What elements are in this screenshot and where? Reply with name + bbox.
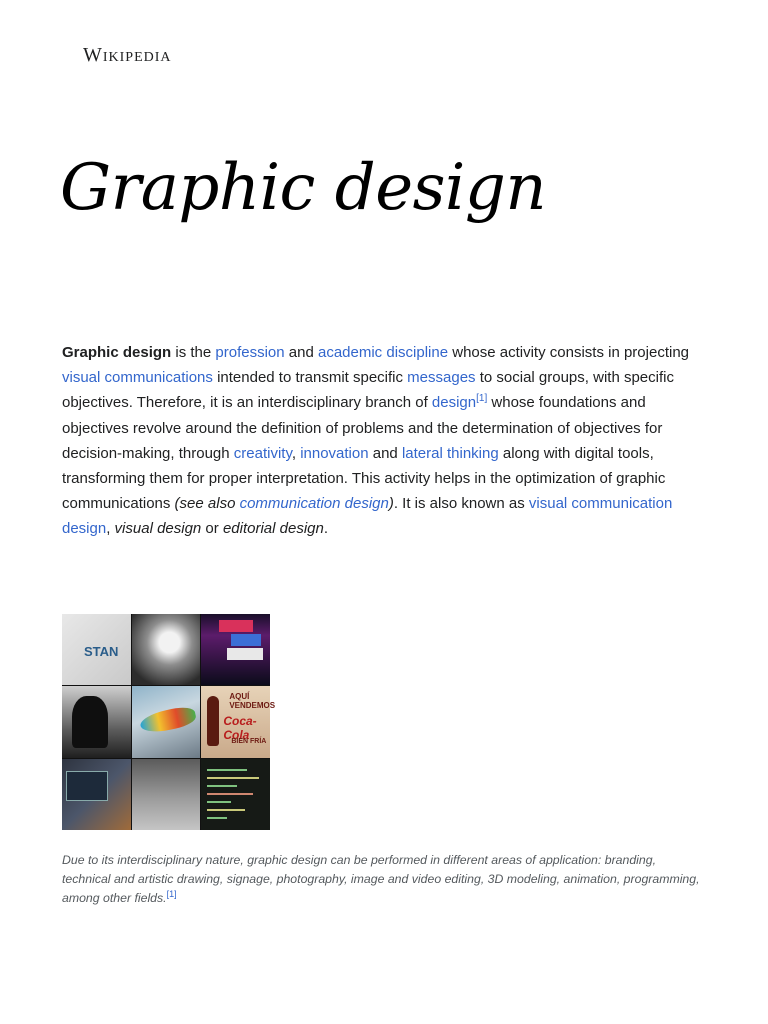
code-line: [207, 785, 237, 787]
lead-text: whose foundations and objectives revolve around the definition of problems and the determination of objectives for decision-making, through: [62, 394, 663, 462]
lead-text: intended to transmit specific: [212, 369, 408, 387]
italic-visual-design: visual design: [114, 520, 202, 538]
reference-1[interactable]: [1]: [476, 393, 488, 405]
code-line: [207, 817, 227, 819]
link-creativity[interactable]: creativity: [233, 444, 292, 462]
stan-logo-text: STAN: [84, 644, 119, 659]
neon-sign-block: [219, 620, 253, 632]
sign-line-3: BIEN FRÍA: [231, 738, 267, 746]
link-innovation[interactable]: innovation: [300, 444, 369, 462]
collage-tile-photography: [62, 686, 131, 757]
lead-text: to social groups, with specific objectives. Therefore, it is an interdisciplinary branch of: [62, 369, 674, 412]
collage-tile-programming: [201, 759, 270, 830]
collage-tile-branding: [62, 614, 131, 685]
neon-sign-block: [227, 648, 263, 660]
link-academic-discipline[interactable]: academic discipline: [317, 344, 449, 361]
lead-text: . It is also known as: [393, 495, 529, 513]
link-lateral-thinking[interactable]: lateral thinking: [401, 444, 499, 462]
lead-text: along with digital tools, transforming them for proper interpretation. This activity helps in the optimization of graphic communications: [62, 444, 666, 513]
collage-tile-signage: [201, 614, 270, 685]
collage-tile-drawing: [132, 614, 201, 685]
code-line: [207, 801, 231, 803]
see-also-close: ): [388, 495, 394, 513]
bottle-shape: [207, 696, 219, 746]
link-visual-communication-design[interactable]: visual communication design: [62, 495, 673, 538]
lead-bold-term: Graphic design: [62, 344, 172, 361]
link-messages[interactable]: messages: [407, 369, 476, 387]
link-communication-design[interactable]: communication design: [239, 495, 389, 513]
lead-text: and: [368, 444, 402, 462]
lead-text: ,: [106, 520, 115, 538]
sign-line-2: Coca-Cola: [223, 714, 257, 743]
lead-text: whose activity consists in projecting: [448, 344, 689, 361]
figure-caption: [62, 851, 702, 908]
link-profession[interactable]: profession: [215, 344, 285, 361]
lead-text: .: [323, 520, 329, 538]
see-also-open: (see also: [174, 495, 240, 513]
collage-tile-image-editing: [132, 686, 201, 757]
caption-reference-1[interactable]: [1]: [166, 888, 177, 899]
page-title: Graphic design: [60, 151, 547, 225]
code-line: [207, 809, 245, 811]
italic-editorial-design: editorial design: [222, 520, 324, 538]
lead-paragraph: [62, 340, 712, 542]
collage-tile-3d-modeling: [132, 759, 201, 830]
sign-line-1: AQUÍ VENDEMOS: [229, 692, 276, 711]
lead-text: ,: [291, 444, 301, 462]
lead-text: or: [201, 520, 223, 538]
code-line: [207, 769, 247, 771]
photographer-silhouette: [72, 696, 108, 748]
link-visual-communications[interactable]: visual communications: [62, 369, 213, 387]
lead-text: and: [284, 344, 318, 361]
collage-tile-coca-cola-sign: [201, 686, 276, 757]
graphic-design-collage-image[interactable]: [62, 614, 276, 830]
wikipedia-wordmark[interactable]: Wikipedia: [83, 44, 172, 66]
painted-airplane: [138, 705, 197, 736]
code-line: [207, 793, 253, 795]
neon-sign-block: [231, 634, 261, 646]
monitor-shape: [66, 771, 108, 801]
code-line: [207, 777, 259, 779]
collage-tile-video-editing: [62, 759, 131, 830]
lead-text: is the: [171, 344, 216, 361]
caption-text: Due to its interdisciplinary nature, graphic design can be performed in different areas of application: branding, technical and artistic drawing, signage, photography, image and video editing, 3D modeling, animation, programming, among other fields.: [62, 853, 700, 905]
link-design[interactable]: design: [431, 394, 477, 412]
